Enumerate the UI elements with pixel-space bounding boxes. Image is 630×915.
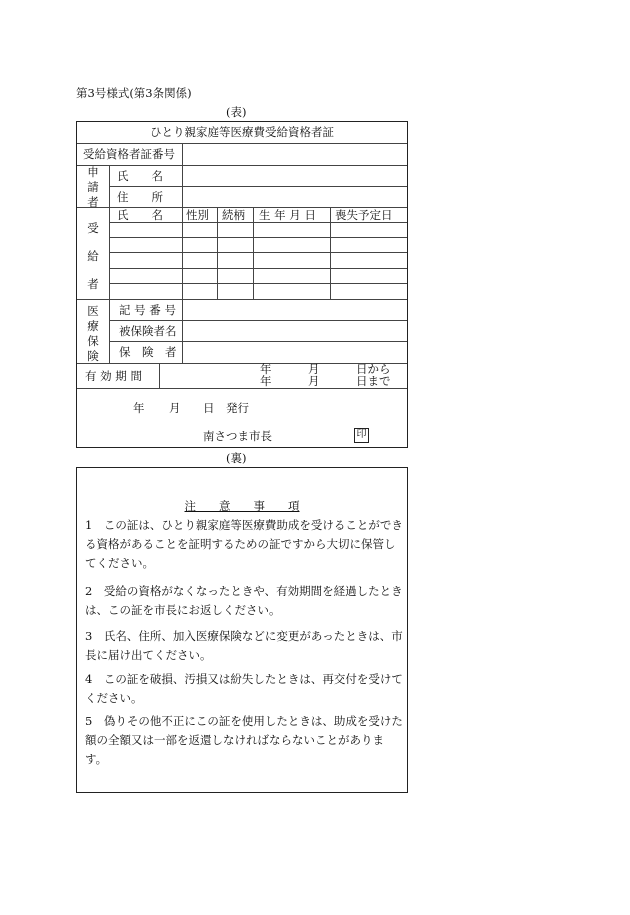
validity-to-year: 年 [260,374,272,388]
note-item: 2 受給の資格がなくなったときや、有効期間を経過したときは、この証を市長にお返しください。 [85,584,403,617]
note-item: 1 この証は、ひとり親家庭等医療費助成を受けることができる資格があることを証明するための証ですから大切に保管してください。 [85,518,403,570]
applicant-address-field[interactable] [185,187,407,206]
issue-month: 月 [169,401,181,415]
notes-heading: 注 意 事 項 [184,499,300,513]
validity-label: 有 効 期 間 [85,369,142,383]
issuer-name: 南さつま市長 [203,429,272,443]
insurance-group-label: 医療保険 [87,304,99,363]
front-side-label: (表) [226,105,247,119]
validity-to-day: 日まで [356,374,391,388]
validity-from-month: 月 [308,362,320,376]
cert-number-label: 受給資格者証番号 [83,147,175,161]
recipient-col-loss-date: 喪失予定日 [335,208,393,222]
insurance-symbol-number-label: 記 号 番 号 [119,303,176,317]
certificate-title: ひとり親家庭等医療費受給資格者証 [150,125,334,139]
recipient-row[interactable] [110,253,407,267]
note-item: 3 氏名、住所、加入医療保険などに変更があったときは、市長に届け出てください。 [85,629,403,662]
recipient-col-gender: 性別 [186,208,209,222]
insured-name-field[interactable] [185,321,407,341]
seal-box: 印 [354,428,369,443]
certificate-back [76,467,408,793]
back-side-label: (裏) [226,451,247,465]
recipient-col-birthdate: 生 年 月 日 [259,208,316,222]
certificate-front [76,121,408,448]
note-item: 5 偽りその他不正にこの証を使用したときは、助成を受けた額の全額又は一部を返還しなければならないことがあります。 [85,714,403,766]
insured-name-label: 被保険者名 [119,324,177,338]
recipient-row[interactable] [110,223,407,237]
form-number: 第3号様式(第3条関係) [76,86,192,100]
recipient-row[interactable] [110,284,407,298]
cert-number-field[interactable] [185,144,407,164]
applicant-name-field[interactable] [185,166,407,185]
applicant-address-label: 住 所 [117,190,163,204]
validity-from-year: 年 [260,362,272,376]
applicant-group-label: 申請者 [87,165,99,209]
insurer-field[interactable] [185,342,407,362]
validity-to-month: 月 [308,374,320,388]
recipient-group-label: 受給者 [87,221,99,291]
insurance-symbol-number-field[interactable] [185,300,407,320]
issue-year: 年 [133,401,145,415]
recipient-col-name: 氏 名 [117,208,163,222]
issue-issued-label: 発行 [226,401,249,415]
recipient-col-relation: 続柄 [222,208,245,222]
validity-from-day: 日から [356,362,391,376]
insurer-label: 保 険 者 [119,345,177,359]
issue-day: 日 [203,401,215,415]
note-item: 4 この証を破損、汚損又は紛失したときは、再交付を受けてください。 [85,672,403,705]
applicant-name-label: 氏 名 [117,169,163,183]
recipient-row[interactable] [110,238,407,252]
recipient-row[interactable] [110,269,407,283]
